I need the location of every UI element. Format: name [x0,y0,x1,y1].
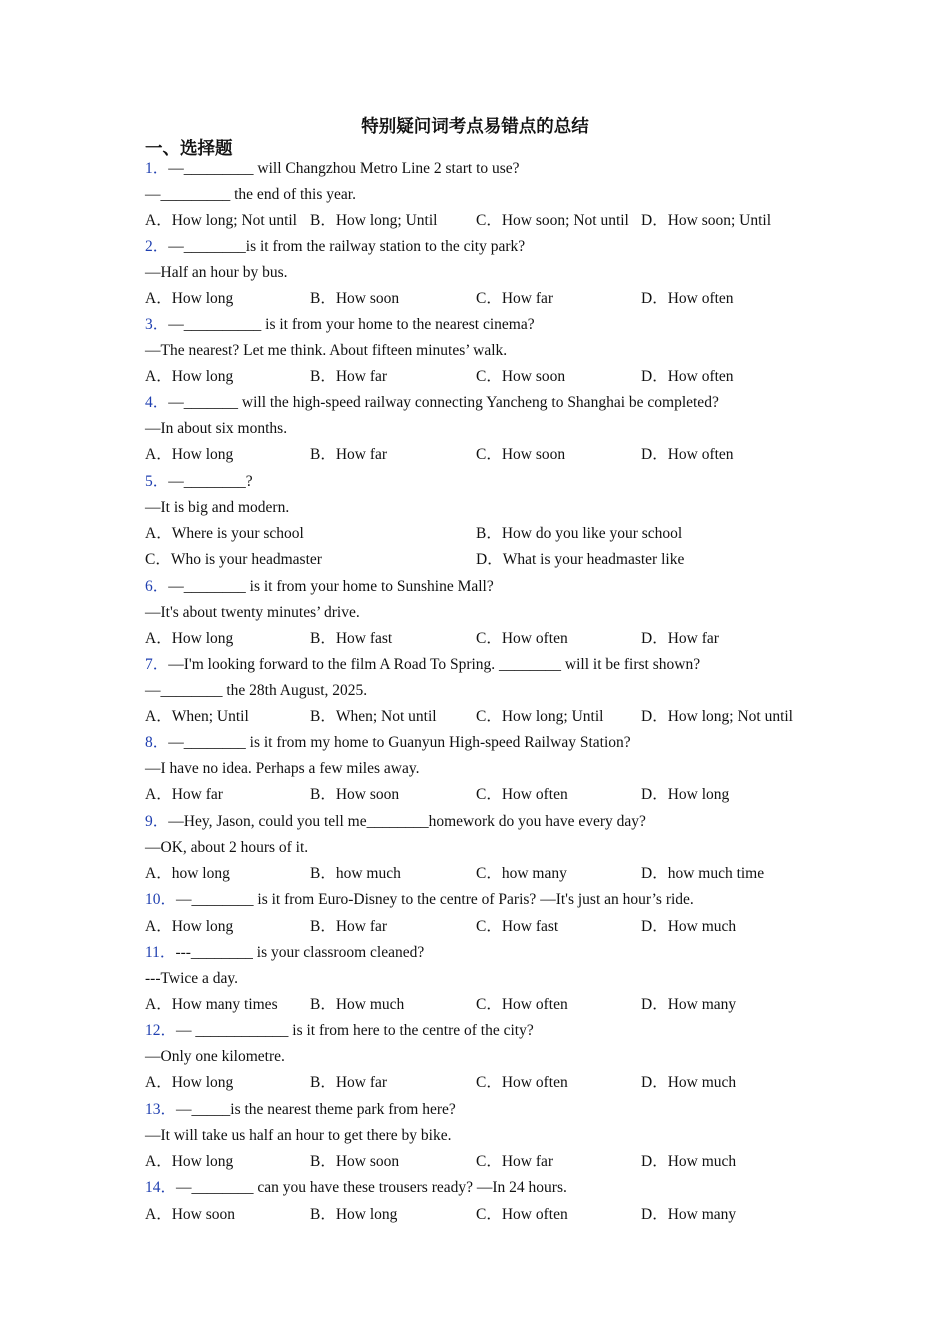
answer-option[interactable]: B．How soon [310,1153,400,1170]
answer-option[interactable]: D．How many [641,1206,737,1223]
answer-option[interactable]: D．How much [641,1074,737,1091]
answer-option[interactable]: C．How often [476,996,568,1013]
answer-option[interactable]: C．how many [476,865,567,882]
section-heading: 一、选择题 [145,139,233,159]
question-stem [145,890,694,910]
answer-option[interactable]: A．Where is your school [145,525,304,542]
question-number: 12． [145,1022,177,1039]
answer-line: —Half an hour by bus. [145,264,288,281]
question-number: 4． [145,394,169,411]
answer-option[interactable]: D．How often [641,446,734,463]
answer-line: —_________ the end of this year. [145,186,356,203]
answer-option[interactable]: D．What is your headmaster like [476,551,685,568]
answer-option[interactable]: A．When; Until [145,708,249,725]
answer-option[interactable]: B．How do you like your school [476,525,683,542]
answer-option[interactable]: D．How long; Not until [641,708,793,725]
question-number: 1． [145,160,169,177]
question-text: —I'm looking forward to the film A Road To Spring. ________ will it be first shown? [168,656,701,673]
question-stem [145,237,525,257]
answer-option[interactable]: C．How often [476,786,568,803]
answer-option[interactable]: C．How often [476,1206,568,1223]
question-stem [145,1021,534,1041]
question-number: 2． [145,238,169,255]
question-text: —_______ will the high-speed railway connecting Yancheng to Shanghai be completed? [168,394,719,411]
question-stem [145,472,253,492]
answer-option[interactable]: A．How many times [145,996,278,1013]
answer-option[interactable]: A．How long [145,918,234,935]
question-text: ---________ is your classroom cleaned? [175,944,425,961]
question-stem [145,655,700,675]
answer-option[interactable]: B．How far [310,1074,388,1091]
question-text: —________ is it from Euro-Disney to the centre of Paris? —It's just an hour’s ride. [176,891,694,908]
answer-line: —It is big and modern. [145,499,290,516]
answer-option[interactable]: A．How long [145,446,234,463]
answer-option[interactable]: C．How soon [476,446,566,463]
answer-line: —It will take us half an hour to get there by bike. [145,1127,452,1144]
answer-line: —I have no idea. Perhaps a few miles away. [145,760,420,777]
question-text: —________ is it from my home to Guanyun High-speed Railway Station? [168,734,631,751]
answer-line: —Only one kilometre. [145,1048,285,1065]
answer-option[interactable]: B．When; Not until [310,708,437,725]
answer-option[interactable]: B．How soon [310,290,400,307]
question-stem [145,1178,567,1198]
answer-option[interactable]: A．How long [145,630,234,647]
answer-option[interactable]: D．How many [641,996,737,1013]
question-number: 3． [145,316,169,333]
question-text: —__________ is it from your home to the nearest cinema? [168,316,535,333]
answer-option[interactable]: B．how much [310,865,401,882]
answer-option[interactable]: D．How much [641,1153,737,1170]
answer-option[interactable]: D．How long [641,786,730,803]
page-title: 特别疑问词考点易错点的总结 [361,117,589,137]
answer-option[interactable]: C．How fast [476,918,559,935]
answer-line: —OK, about 2 hours of it. [145,839,309,856]
answer-option[interactable]: D．How often [641,368,734,385]
question-text: —_________ will Changzhou Metro Line 2 start to use? [168,160,520,177]
answer-option[interactable]: A．How far [145,786,223,803]
question-stem [145,1100,456,1120]
question-number: 13． [145,1101,177,1118]
question-stem [145,943,424,963]
question-number: 6． [145,578,169,595]
answer-option[interactable]: B．How long [310,1206,398,1223]
answer-option[interactable]: B．How far [310,918,388,935]
answer-line: —The nearest? Let me think. About fifteen minutes’ walk. [145,342,508,359]
answer-option[interactable]: B．How far [310,446,388,463]
question-stem [145,577,494,597]
answer-option[interactable]: C．How often [476,630,568,647]
question-stem [145,733,631,753]
answer-option[interactable]: D．how much time [641,865,765,882]
question-number: 7． [145,656,169,673]
question-stem [145,315,535,335]
question-number: 8． [145,734,169,751]
answer-option[interactable]: C．How often [476,1074,568,1091]
answer-option[interactable]: B．How fast [310,630,393,647]
answer-option[interactable]: A．how long [145,865,230,882]
question-text: —_____is the nearest theme park from here? [176,1101,456,1118]
answer-option[interactable]: C．How far [476,290,554,307]
question-text: —________? [168,473,253,490]
answer-option[interactable]: C．How soon; Not until [476,212,629,229]
answer-option[interactable]: A．How long; Not until [145,212,297,229]
answer-line: —It's about twenty minutes’ drive. [145,604,360,621]
question-text: —________is it from the railway station to the city park? [168,238,526,255]
answer-option[interactable]: A．How long [145,1153,234,1170]
answer-line: ---Twice a day. [145,970,239,987]
question-text: —________ can you have these trousers ready? —In 24 hours. [176,1179,567,1196]
answer-option[interactable]: B．How long; Until [310,212,438,229]
answer-option[interactable]: C．Who is your headmaster [145,551,322,568]
question-stem [145,812,646,832]
question-number: 5． [145,473,169,490]
answer-option[interactable]: D．How much [641,918,737,935]
answer-option[interactable]: D．How far [641,630,719,647]
answer-option[interactable]: A．How long [145,368,234,385]
answer-option[interactable]: A．How long [145,290,234,307]
question-number: 10． [145,891,177,908]
question-text: — ____________ is it from here to the centre of the city? [176,1022,534,1039]
answer-option[interactable]: D．How soon; Until [641,212,772,229]
answer-option[interactable]: A．How long [145,1074,234,1091]
answer-line: —________ the 28th August, 2025. [145,682,368,699]
question-text: —________ is it from your home to Sunshine Mall? [168,578,494,595]
answer-option[interactable]: B．How much [310,996,405,1013]
question-number: 14． [145,1179,177,1196]
answer-option[interactable]: B．How far [310,368,388,385]
answer-option[interactable]: C．How soon [476,368,566,385]
answer-option[interactable]: A．How soon [145,1206,235,1223]
question-stem [145,159,520,179]
answer-option[interactable]: D．How often [641,290,734,307]
question-number: 11． [145,944,176,961]
answer-line: —In about six months. [145,420,288,437]
answer-option[interactable]: B．How soon [310,786,400,803]
answer-option[interactable]: C．How far [476,1153,554,1170]
question-stem [145,393,719,413]
question-text: —Hey, Jason, could you tell me________homework do you have every day? [168,813,646,830]
question-number: 9． [145,813,169,830]
answer-option[interactable]: C．How long; Until [476,708,604,725]
